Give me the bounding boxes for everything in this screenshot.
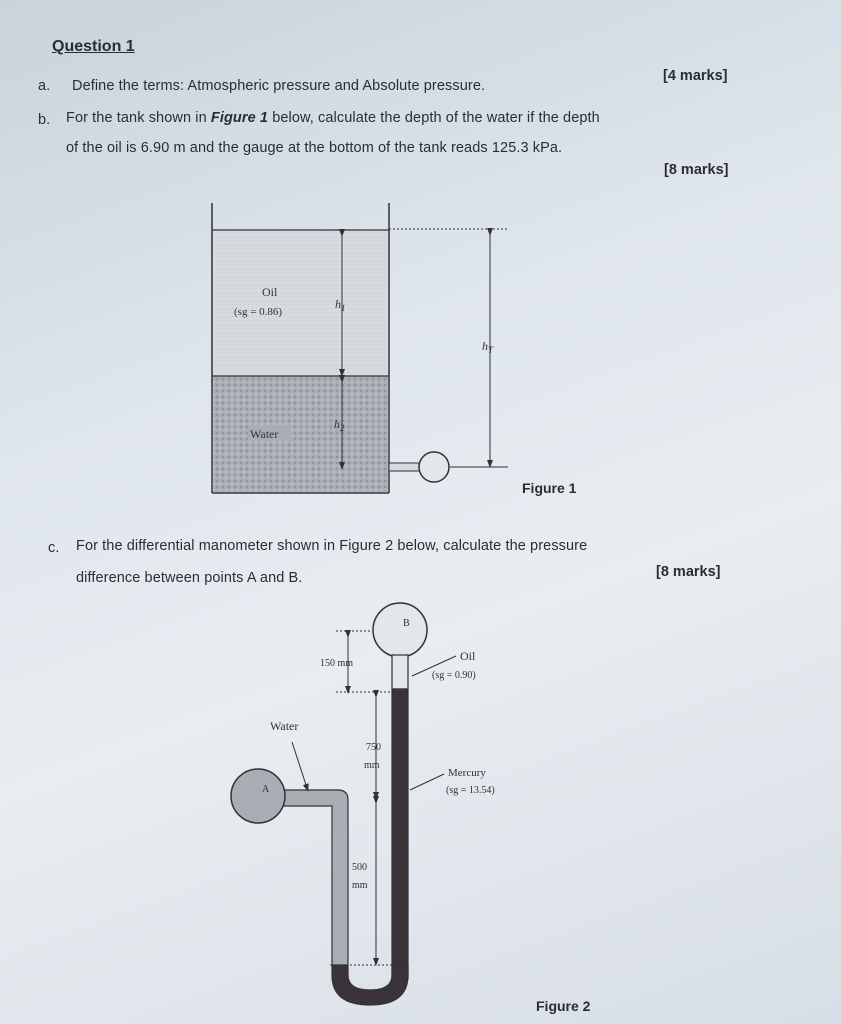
right-tube-oil [392, 655, 408, 689]
part-b-line2: of the oil is 6.90 m and the gauge at the bottom of the tank reads 125.3 kPa. [66, 140, 563, 156]
part-a-label: a. [38, 78, 51, 94]
fig2-water-leader [292, 742, 307, 788]
question-heading: Question 1 [52, 38, 135, 55]
part-b-figure-ref: Figure 1 [210, 110, 269, 126]
fig1-oil-label: Oil [262, 285, 278, 299]
fig2-oil-sg: (sg = 0.90) [432, 670, 476, 681]
part-b-line1-pre: For the tank shown in [66, 110, 211, 126]
left-tube-water [283, 790, 348, 965]
bulb-a [231, 769, 285, 823]
dim-500-value: 500 [352, 862, 367, 873]
figure2-caption: Figure 2 [536, 998, 591, 1014]
part-c-label: c. [48, 540, 60, 556]
part-b-marks: [8 marks] [664, 162, 729, 178]
dim-750-value: 750 [366, 742, 381, 753]
part-b-line1-post: below, calculate the depth of the water if the depth [268, 110, 600, 126]
part-c-line2: difference between points A and B. [76, 570, 303, 586]
point-b-label: B [403, 618, 410, 629]
fig2-mercury-leader [410, 774, 444, 790]
point-a-label: A [262, 784, 270, 795]
ht-label: $h_T$ [482, 339, 494, 355]
fig1-water-label: Water [250, 427, 279, 441]
h1-label: $h_1$ [335, 297, 346, 313]
part-c-marks: [8 marks] [656, 564, 721, 580]
u-bend-mercury [332, 965, 408, 1005]
fig2-mercury-label: Mercury [448, 767, 486, 779]
right-tube-mercury [392, 689, 408, 979]
dim-500-unit: mm [352, 880, 368, 891]
fig1-oil-sg: (sg = 0.86) [234, 306, 283, 318]
dim-150-label: 150 mm [320, 658, 354, 669]
h2-label: $h_2$ [334, 417, 345, 433]
part-a-text: Define the terms: Atmospheric pressure and Absolute pressure. [72, 78, 486, 94]
bulb-b [373, 603, 427, 657]
fig2-oil-label: Oil [460, 649, 476, 663]
fig2-water-label: Water [270, 719, 299, 733]
dim-750-unit: mm [364, 760, 380, 771]
fig2-mercury-sg: (sg = 13.54) [446, 785, 495, 796]
part-a-marks: [4 marks] [663, 68, 728, 84]
part-b-label: b. [38, 112, 51, 128]
part-c-line1: For the differential manometer shown in Figure 2 below, calculate the pressure [76, 538, 588, 554]
figure1-caption: Figure 1 [522, 480, 577, 496]
